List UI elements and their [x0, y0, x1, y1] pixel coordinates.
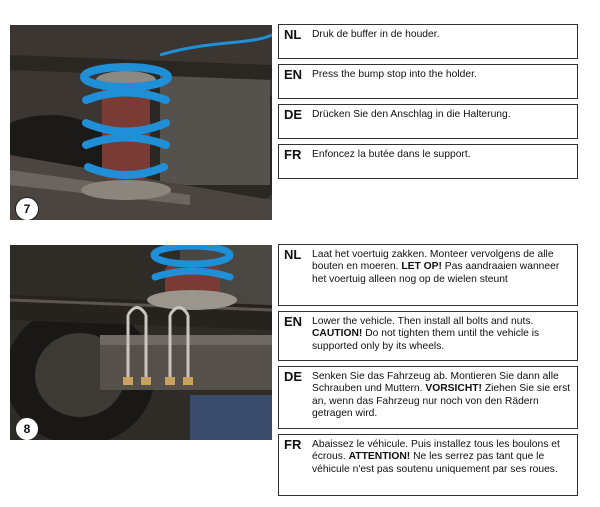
warning-label: VORSICHT!: [425, 383, 482, 395]
instruction-segment: Laat het voertuig zakken. Monteer vervolgens de alle bouten en moeren.: [312, 249, 554, 273]
instruction-text: [312, 249, 571, 286]
instruction-segment: Drücken Sie den Anschlag in die Halterung.: [312, 109, 511, 120]
instruction-text: [312, 29, 571, 41]
step-8-instruction-nl: [278, 244, 578, 306]
language-code: NL: [284, 247, 302, 262]
language-code: NL: [284, 27, 302, 42]
instruction-text: [312, 439, 571, 476]
instruction-text: [312, 109, 571, 121]
step-7-photo: [10, 25, 272, 220]
instruction-segment: Enfoncez la butée dans le support.: [312, 149, 471, 160]
instruction-segment: Senken Sie das Fahrzeug ab. Montieren Sie dann alle Schrauben und Muttern.: [312, 371, 559, 395]
instruction-segment: Lower the vehicle. Then install all bolts and nuts.: [312, 316, 534, 327]
instruction-segment: Druk de buffer in de houder.: [312, 29, 440, 40]
step-number-badge: 8: [15, 417, 39, 440]
instruction-segment: Press the bump stop into the holder.: [312, 69, 477, 80]
instruction-text: [312, 149, 571, 161]
instruction-segment: Ne les serrez pas tant que le véhicule n'est pas soutenu uniquement par ses roues.: [312, 451, 558, 475]
instruction-text: [312, 69, 571, 81]
step-8-instruction-en: [278, 311, 578, 361]
step-7-instruction-en: [278, 64, 578, 99]
language-code: FR: [284, 437, 302, 452]
instruction-segment: Abaissez le véhicule. Puis installez tous les boulons et écrous.: [312, 439, 560, 463]
language-code: DE: [284, 107, 303, 122]
instruction-segment: Pas aandraaien wanneer het voertuig alleen nog op de wielen steunt: [312, 261, 560, 285]
language-code: FR: [284, 147, 302, 162]
language-code: DE: [284, 369, 303, 384]
instruction-segment: Ziehen Sie sie erst an, wenn das Fahrzeug nur noch von den Rädern getragen wird.: [312, 383, 571, 420]
step-7-instruction-fr: [278, 144, 578, 179]
step-7-instruction-de: [278, 104, 578, 139]
warning-label: LET OP!: [401, 261, 442, 273]
coil-spring-bumpstop-image: [10, 25, 272, 220]
warning-label: ATTENTION!: [348, 451, 411, 463]
instruction-text: [312, 316, 571, 353]
axle-ubolts-image: [10, 245, 272, 440]
step-8-instruction-de: [278, 366, 578, 429]
step-number-badge: 7: [15, 197, 39, 220]
instruction-segment: Do not tighten them until the vehicle is supported only by its wheels.: [312, 328, 540, 352]
warning-label: CAUTION!: [312, 328, 363, 340]
language-code: EN: [284, 67, 303, 82]
instruction-text: [312, 371, 571, 421]
language-code: EN: [284, 314, 303, 329]
step-7-instruction-nl: [278, 24, 578, 59]
step-8-photo: [10, 245, 272, 440]
step-8-instruction-fr: [278, 434, 578, 496]
